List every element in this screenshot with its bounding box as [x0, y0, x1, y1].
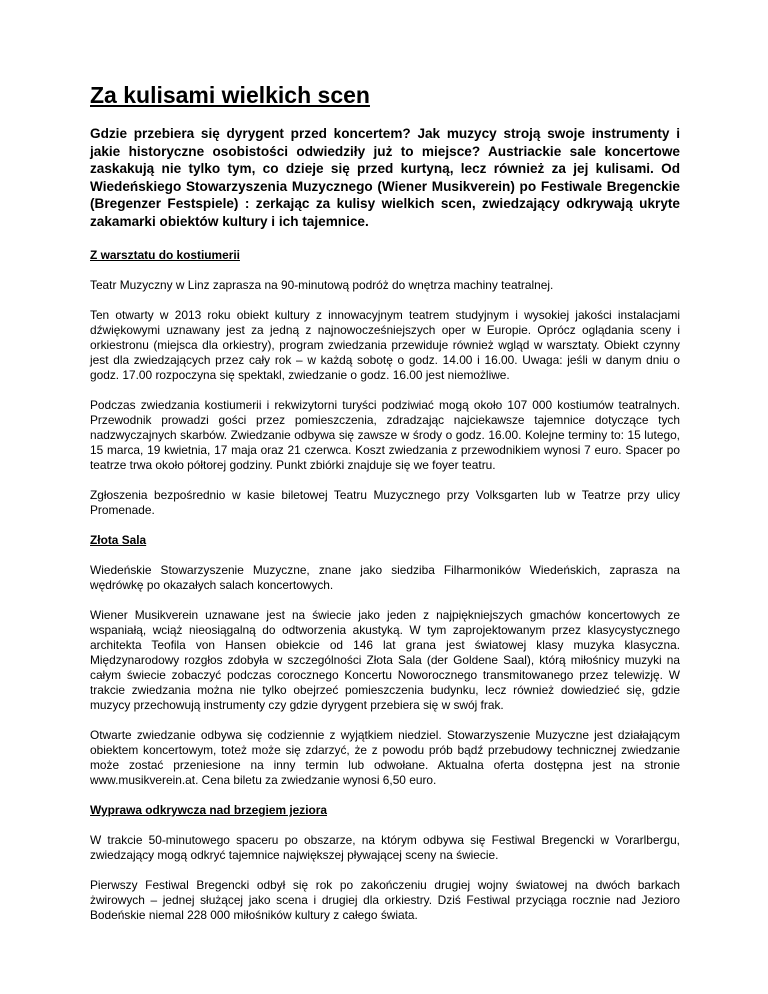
paragraph: W trakcie 50-minutowego spaceru po obszarze, na którym odbywa się Festiwal Bregencki w Vorarlbergu, zwiedzający mogą odkryć tajemnice największej pływającej sceny na świecie. — [90, 833, 680, 862]
section-heading: Złota Sala — [90, 533, 147, 547]
section-heading: Wyprawa odkrywcza nad brzegiem jeziora — [90, 803, 328, 817]
paragraph: Wiener Musikverein uznawane jest na świecie jako jeden z najpiękniejszych gmachów koncertowych ze wspaniałą, wciąż nieosiągalną do odtworzenia akustyką. W tym zaprojektowanym przez klasycystycznego architekta Teofila von Hansen obiekcie od 146 lat grana jest światowej klasy muzyka klasyczna. Międzynarodowy rozgłos zdobyła w szczególności Złota Sala (der Goldene Saal), którą miłośnicy muzyki na całym świecie zobaczyć podczas corocznego Koncertu Noworocznego transmitowanego przez telewizję. W trakcie zwiedzania można nie tylko obejrzeć pomieszczenia budynku, lecz również dowiedzieć się, gdzie muzycy przechowują instrumenty czy gdzie dyrygent przebiera się w swój frak. — [90, 608, 680, 712]
paragraph: Teatr Muzyczny w Linz zaprasza na 90-minutową podróż do wnętrza machiny teatralnej. — [90, 278, 554, 292]
paragraph: Wiedeńskie Stowarzyszenie Muzyczne, znane jako siedziba Filharmoników Wiedeńskich, zaprasza na wędrówkę po okazałych salach koncertowych. — [90, 563, 680, 592]
paragraph: Pierwszy Festiwal Bregencki odbył się rok po zakończeniu drugiej wojny światowej na dwóch barkach żwirowych – jednej służącej jako scena i drugiej dla orkiestry. Dziś Festiwal przyciąga rocznie nad Jezioro Bodeńskie niemal 228 000 miłośników kultury z całego świata. — [90, 878, 680, 922]
paragraph: Podczas zwiedzania kostiumerii i rekwizytorni turyści podziwiać mogą około 107 000 kostiumów teatralnych. Przewodnik prowadzi gości przez pomieszczenia, zdradzając najciekawsze tajemnice dotyczące tych nadzwyczajnych skarbów. Zwiedzanie odbywa się zawsze w środy o godz. 16.00. Kolejne terminy to: 15 lutego, 15 marca, 19 kwietnia, 17 maja oraz 21 czerwca. Koszt zwiedzania z przewodnikiem wynosi 7 euro. Spacer po teatrze trwa około półtorej godziny. Punkt zbiórki znajduje się we foyer teatru. — [90, 398, 680, 472]
section-heading: Z warsztatu do kostiumerii — [90, 248, 240, 262]
paragraph: Ten otwarty w 2013 roku obiekt kultury z innowacyjnym teatrem studyjnym i wysokiej jakości instalacjami dźwiękowymi uznawany jest za jedną z najnowocześniejszych oper w Europie. Oprócz oglądania sceny i orkiestronu (miejsca dla orkiestry), program zwiedzania przewiduje również wgląd w warsztaty. Obiekt czynny jest dla zwiedzających przez cały rok – w każdą sobotę o godz. 14.00 i 16.00. Uwaga: jeśli w danym dniu o godz. 17.00 rozpoczyna się spektakl, zwiedzanie o godz. 16.00 jest niemożliwe. — [90, 308, 680, 382]
lead-paragraph: Gdzie przebiera się dyrygent przed koncertem? Jak muzycy stroją swoje instrumenty i jakie historyczne osobistości odwiedziły już to miejsce? Austriackie sale koncertowe zaskakują nie tylko tym, co dzieje się przed kurtyną, lecz również za jej kulisami. Od Wiedeńskiego Stowarzyszenia Muzycznego (Wiener Musikverein) po Festiwale Bregenckie (Bregenzer Festspiele) : zerkając za kulisy wielkich scen, zwiedzający odkrywają ukryte zakamarki obiektów kultury i ich tajemnice. — [90, 126, 680, 229]
section-warsztat — [90, 248, 680, 518]
document-page — [90, 80, 680, 937]
paragraph: Otwarte zwiedzanie odbywa się codziennie z wyjątkiem niedziel. Stowarzyszenie Muzyczne jest działającym obiektem koncertowym, toteż może się zdarzyć, że z powodu prób bądź przebudowy technicznej zwiedzanie może zostać przeniesione na inny termin lub odwołane. Aktualna oferta dostępna jest na stronie www.musikverein.at. Cena biletu za zwiedzanie wynosi 6,50 euro. — [90, 728, 680, 787]
document-title: Za kulisami wielkich scen — [90, 82, 370, 108]
section-wyprawa — [90, 803, 680, 923]
paragraph: Zgłoszenia bezpośrednio w kasie biletowej Teatru Muzycznego przy Volksgarten lub w Teatrze przy ulicy Promenade. — [90, 488, 680, 517]
section-zlota-sala — [90, 533, 680, 788]
